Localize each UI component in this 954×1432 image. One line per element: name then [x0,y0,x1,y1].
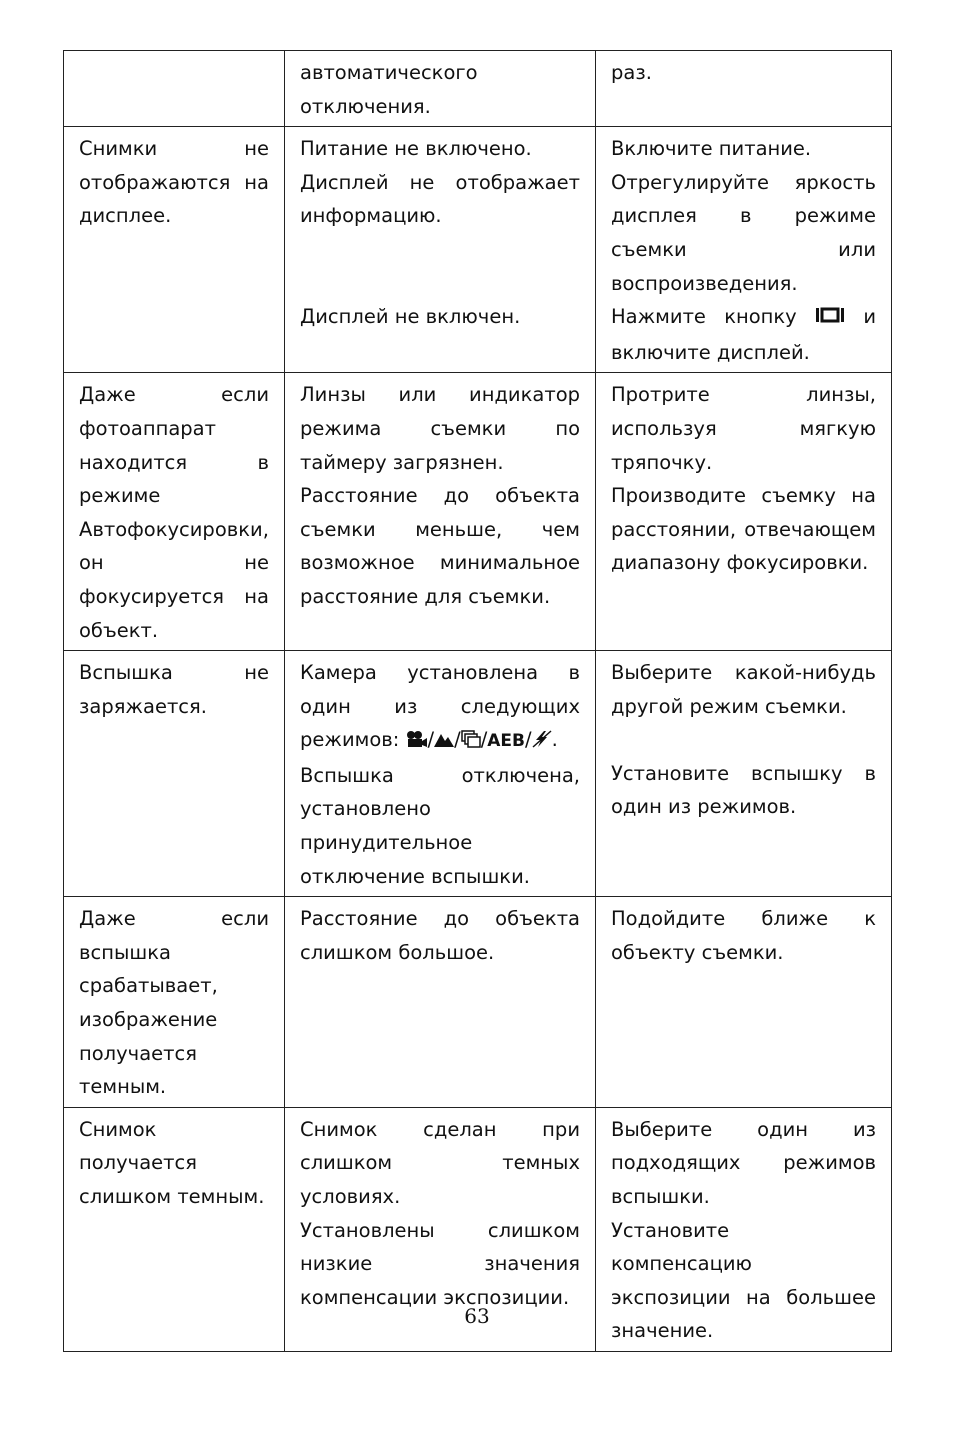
cause-text: Дисплей не включен. [300,305,521,329]
solution-text: Отрегулируйте яркость дисплея в режиме съемки или воспроизведения. [611,170,876,295]
cause-text: Дисплей не отображает информацию. [300,170,580,228]
solution-text: Выберите один из подходящих режимов вспышки. [611,1117,876,1208]
solution-cell [596,51,892,127]
problem-text: Даже если вспышка срабатывает, изображение получается темным. [79,907,269,1099]
continuous-shot-icon [461,725,481,759]
problem-cell [64,373,285,651]
solution-cell [596,651,892,897]
cause-text: Линзы или индикатор режима съемки по таймеру загрязнен. [300,383,580,474]
problem-text: Снимки не отображаются на дисплее. [79,137,269,228]
cause-text: Снимок сделан при слишком темных условиях. [300,1117,580,1208]
problem-cell [64,651,285,897]
cause-cell [285,127,596,373]
cause-text: Расстояние до объекта слишком большое. [300,907,580,964]
flash-off-icon [532,725,552,759]
solution-text: Производите съемку на расстоянии, отвечающем диапазону фокусировки. [611,484,876,575]
problem-cell [64,51,285,127]
table-row [64,651,892,897]
cause-cell [285,373,596,651]
landscape-icon [434,725,454,759]
troubleshooting-table [63,50,892,1352]
table-row [64,51,892,127]
solution-text: Установите вспышку в один из режимов. [611,761,876,819]
cause-cell [285,651,596,897]
solution-text: Включите питание. [611,137,812,161]
cause-cell [285,51,596,127]
cause-text-part: Камера установлена в один из следующих режимов: [300,661,580,752]
cause-text: Расстояние до объекта съемки меньше, чем возможное минимальное расстояние для съемки. [300,484,580,608]
solution-text: Установите компенсацию экспозиции на большее значение. [611,1218,876,1343]
cause-text: Вспышка отключена, установлено принудительное отключение вспышки. [300,763,580,888]
cause-cell [285,897,596,1108]
solution-text: Протрите линзы, используя мягкую тряпочку. [611,383,876,474]
spacer [611,723,876,757]
problem-text: Снимок получается слишком темным. [79,1117,265,1208]
solution-text-part: и включите дисплей. [611,305,877,364]
table-row [64,127,892,373]
table-row [64,373,892,651]
spacer [300,267,580,301]
solution-cell [596,373,892,651]
solution-text-part: Нажмите кнопку [611,305,797,329]
problem-cell [64,127,285,373]
solution-cell [596,127,892,373]
solution-text: Подойдите ближе к объекту съемки. [611,907,876,964]
solution-text: Выберите какой-нибудь другой режим съемки. [611,661,876,718]
cause-text: Питание не включено. [300,137,532,161]
cause-text: Камера установлена в один из следующих режимов: / / /AEB/ . [300,656,580,759]
problem-cell [64,897,285,1108]
cause-text: автоматического отключения. [300,61,478,118]
cause-text: Установлены слишком низкие значения компенсации экспозиции. [300,1218,580,1309]
spacer [300,233,580,267]
display-button-icon [815,302,845,336]
problem-text: Даже если фотоаппарат находится в режиме Автофокусировки, он не фокусируется на объект. [79,383,269,642]
solution-text [611,300,876,369]
page-number: 63 [464,1304,490,1328]
solution-cell [596,897,892,1108]
aeb-mode-label: AEB [487,731,525,752]
problem-text: Вспышка не заряжается. [79,661,269,718]
table-row [64,897,892,1108]
solution-text: раз. [611,61,652,84]
movie-icon [406,725,428,759]
